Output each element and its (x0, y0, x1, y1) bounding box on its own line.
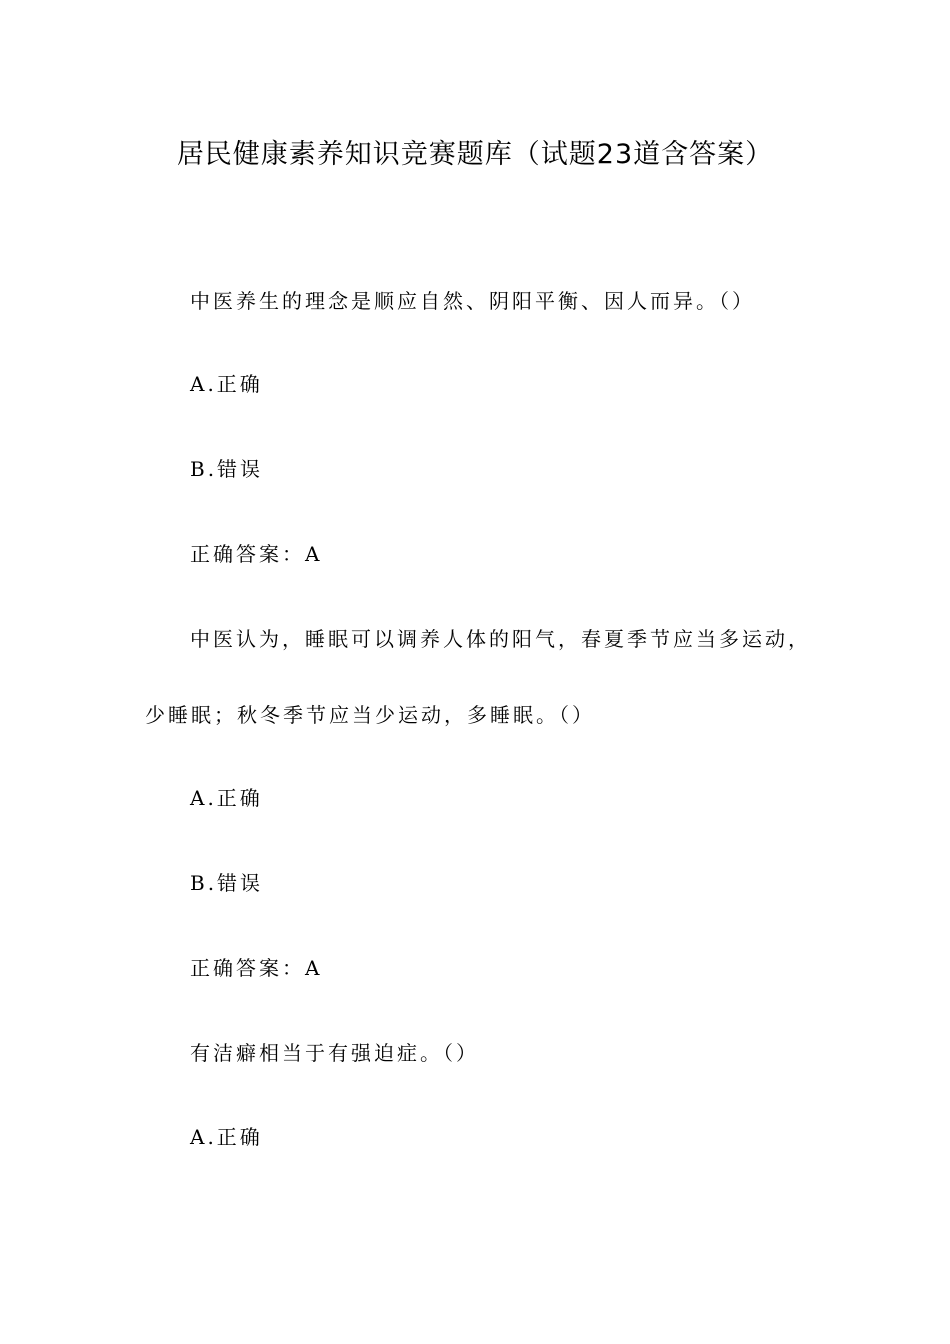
question-1-option-b: B.错误 (190, 457, 264, 481)
question-2-option-a: A.正确 (190, 786, 263, 810)
question-2-option-b: B.错误 (190, 871, 264, 895)
question-2-stem-line-1: 中医认为，睡眠可以调养人体的阳气，春夏季节应当多运动， (190, 627, 811, 651)
question-1-option-a: A.正确 (190, 372, 263, 396)
question-2-answer: 正确答案：A (190, 956, 323, 980)
question-1-stem: 中医养生的理念是顺应自然、阴阳平衡、因人而异。（） (190, 289, 755, 313)
question-1-answer: 正确答案：A (190, 542, 323, 566)
question-3-option-a: A.正确 (190, 1125, 263, 1149)
document-title: 居民健康素养知识竞赛题库（试题23道含答案） (176, 139, 774, 170)
question-2-stem-line-2: 少睡眠；秋冬季节应当少运动，多睡眠。（） (145, 703, 595, 727)
question-3-stem: 有洁癖相当于有强迫症。（） (190, 1041, 479, 1065)
